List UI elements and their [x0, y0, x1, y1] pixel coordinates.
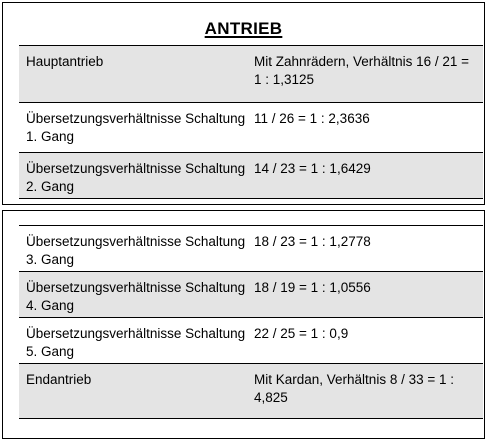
table-row [19, 153, 483, 199]
row-label: Übersetzungsverhältnisse Schaltung 4. Gang [26, 280, 246, 313]
row-value: Mit Kardan, Verhältnis 8 / 33 = 1 : 4,825 [254, 372, 454, 405]
drive-table-bottom [19, 225, 483, 419]
drive-section-bottom [2, 210, 485, 439]
table-row [19, 318, 483, 364]
table-row [19, 364, 483, 419]
row-value: 14 / 23 = 1 : 1,6429 [254, 161, 371, 176]
row-label: Hauptantrieb [26, 54, 104, 69]
row-value: 11 / 26 = 1 : 2,3636 [254, 111, 370, 126]
row-label: Übersetzungsverhältnisse Schaltung 5. Gang [26, 326, 246, 359]
row-label: Übersetzungsverhältnisse Schaltung 1. Gang [26, 111, 246, 144]
drive-section-top [2, 2, 485, 205]
table-row [19, 226, 483, 272]
row-value: Mit Zahnrädern, Verhältnis 16 / 21 = 1 : 1,3125 [254, 54, 469, 87]
section-title: ANTRIEB [204, 19, 283, 38]
row-label: Übersetzungsverhältnisse Schaltung 2. Gang [26, 161, 246, 194]
table-row [19, 103, 483, 153]
drive-table-top [19, 45, 483, 199]
row-value: 18 / 19 = 1 : 1,0556 [254, 280, 371, 295]
row-value: 18 / 23 = 1 : 1,2778 [254, 234, 371, 249]
row-label: Endantrieb [26, 372, 92, 387]
table-row [19, 46, 483, 103]
row-value: 22 / 25 = 1 : 0,9 [254, 326, 349, 341]
row-label: Übersetzungsverhältnisse Schaltung 3. Gang [26, 234, 246, 267]
table-row [19, 272, 483, 318]
